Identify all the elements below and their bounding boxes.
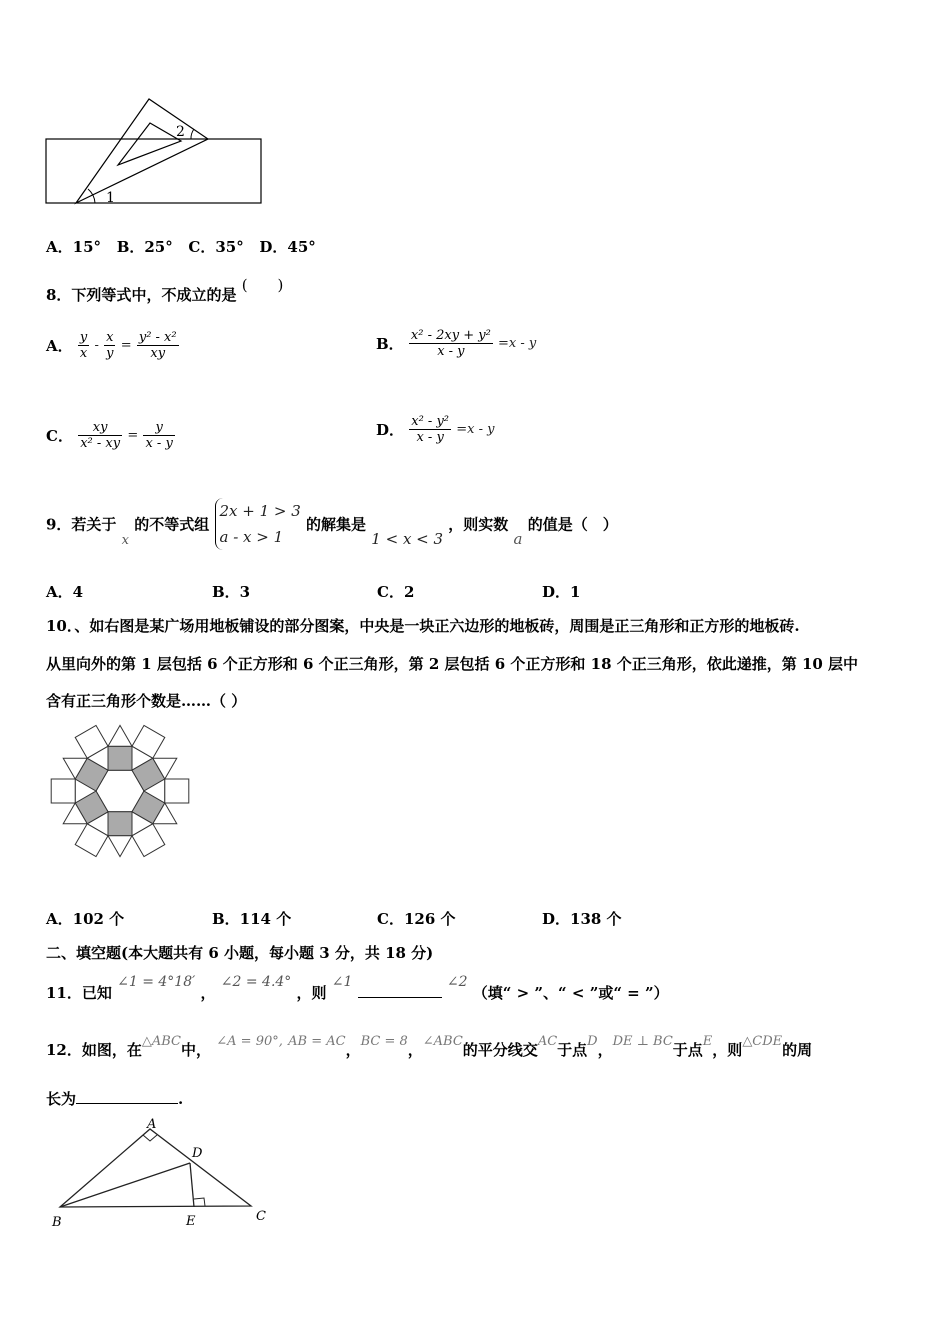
frac-c-rhs: $\frac{y}{x - y}$: [145, 420, 173, 451]
q12-answer-blank[interactable]: [76, 1089, 178, 1104]
q12-g: 于点: [672, 1041, 703, 1059]
angle-1-symbol: ∠1: [331, 974, 353, 990]
frac-rhs-a: $\frac{\text{y² - x²}}{xy}$: [138, 330, 177, 361]
angle-label-1: 1: [106, 190, 115, 206]
q9-option-b[interactable]: B．3: [212, 583, 251, 601]
q11-stem: 11．已知: [46, 984, 112, 1002]
q7-option-a[interactable]: A．15°: [46, 238, 102, 256]
fig-label-c: C: [256, 1209, 266, 1224]
q12-sep-1: ，: [345, 1041, 361, 1059]
ab-eq-ac: AB = AC: [288, 1034, 346, 1049]
q10-option-a[interactable]: A．102 个: [46, 910, 125, 928]
q8-option-a[interactable]: [46, 330, 179, 361]
frac-x-over-y: $\frac{x}{y}$: [106, 330, 114, 361]
q12-e: 于点: [557, 1041, 588, 1059]
q9-stem-b: 的不等式组: [134, 515, 210, 534]
solution-set: 1 < x < 3: [371, 530, 444, 548]
q10-option-b[interactable]: B．114 个: [212, 910, 292, 928]
angle-2-symbol: ∠2: [446, 974, 468, 990]
triangle-abc: △ABC: [141, 1034, 182, 1049]
q9-stem-a: 9．若关于: [46, 515, 117, 534]
q7-option-d[interactable]: D．45°: [259, 238, 316, 256]
minus-sign: -: [94, 338, 99, 353]
q12-end: .: [178, 1090, 184, 1108]
q11-then: ，则: [296, 984, 327, 1002]
fig-label-d: D: [192, 1146, 203, 1161]
q12-h: ，则: [712, 1041, 743, 1059]
angle-label-2: 2: [176, 124, 185, 140]
rhs-b: =x - y: [498, 336, 537, 351]
ruler-triangle-figure: [40, 92, 270, 212]
triangle-abc-figure: [46, 1112, 276, 1237]
triangle-tile: [108, 725, 132, 746]
q9-stem-e: 的值是（ ）: [527, 515, 618, 534]
frac-d: $\frac{\text{x² - y²}}{x - y}$: [411, 414, 450, 445]
q12-sep-2: ，: [407, 1041, 423, 1059]
q9-stem: [46, 498, 618, 550]
q12-line-2: [46, 1088, 183, 1109]
inequality-2: a - x > 1: [219, 528, 284, 546]
q8-option-b[interactable]: [376, 328, 536, 359]
var-x: x: [121, 533, 130, 548]
q7-option-c[interactable]: C．35°: [188, 238, 244, 256]
q8-option-d[interactable]: [376, 414, 494, 445]
q7-options: [46, 236, 316, 257]
frac-b: $\frac{\text{x² - 2xy + y²}}{x - y}$: [410, 328, 491, 359]
q12-line-2-text: 长为: [46, 1090, 77, 1108]
rhs-d: =x - y: [456, 422, 495, 437]
q8-option-b-label: B．: [376, 335, 404, 353]
fig-label-e: E: [186, 1214, 196, 1229]
de-perp-bc: DE ⊥ BC: [612, 1034, 673, 1049]
square-tile-inner: [108, 746, 132, 770]
q12-i: 的周: [782, 1041, 813, 1059]
equals-sign-c: =: [127, 428, 139, 443]
point-e: E: [702, 1034, 713, 1049]
triangle-tile: [108, 836, 132, 857]
q10-option-d[interactable]: D．138 个: [542, 910, 622, 928]
q12-line-1: [46, 1034, 812, 1060]
inequality-1: 2x + 1 > 3: [219, 502, 301, 520]
q9-option-d[interactable]: D．1: [542, 583, 581, 601]
q10-line-3: 含有正三角形个数是……（ ）: [46, 692, 247, 710]
angle-1-value: ∠1 = 4°18′: [117, 974, 196, 990]
q12-f: ，: [597, 1041, 613, 1059]
point-d: D: [587, 1034, 598, 1049]
q8-stem-text: 8．下列等式中，不成立的是: [46, 286, 237, 304]
q9-option-c[interactable]: C．2: [377, 583, 415, 601]
square-tile-inner: [108, 812, 132, 836]
q8-option-d-label: D．: [376, 421, 405, 439]
angle-a-90: ∠A = 90°,: [216, 1034, 283, 1049]
section-2-title: 二、填空题(本大题共有 6 小题，每小题 3 分，共 18 分): [46, 944, 434, 962]
q9-stem-d: ，则实数: [448, 515, 509, 534]
q8-paren: ( ): [241, 276, 284, 294]
angle-2-value: ∠2 = 4.4°: [220, 974, 292, 990]
q11-answer-blank[interactable]: [358, 983, 442, 998]
q11-line: [46, 974, 669, 1003]
square-tile-outer: [165, 779, 189, 803]
q8-stem: [46, 276, 284, 305]
tiling-pattern-figure: [44, 718, 196, 864]
q12-a: 12．如图，在: [46, 1041, 142, 1059]
q11-fill-hint: （填“ > ”、“ < ”或“ = ”）: [472, 984, 669, 1002]
q12-b: 中，: [181, 1041, 212, 1059]
q8-option-a-label: A．: [46, 337, 73, 355]
q10-line-2: 从里向外的第 1 层包括 6 个正方形和 6 个正三角形，第 2 层包括 6 个正方形和 18 个正三角形，依此递推，第 10 层中: [46, 655, 859, 673]
angle-abc: ∠ABC: [422, 1034, 463, 1049]
fig-label-b: B: [52, 1215, 62, 1230]
triangle-cde: △CDE: [742, 1034, 783, 1049]
q9-stem-c: 的解集是: [306, 515, 367, 534]
q8-option-c-label: C．: [46, 427, 73, 445]
q7-option-b[interactable]: B．25°: [116, 238, 173, 256]
q10-option-c[interactable]: C．126 个: [377, 910, 456, 928]
bc-eq-8: BC = 8: [360, 1034, 408, 1049]
var-a: a: [513, 530, 523, 548]
square-tile-outer: [51, 779, 75, 803]
segment-ac: AC: [537, 1034, 558, 1049]
q10-line-1: 10．、如右图是某广场用地板铺设的部分图案，中央是一块正六边形的地板砖，周围是正三角形和正方形的地板砖.: [46, 617, 800, 635]
equals-sign: =: [120, 338, 132, 353]
inequality-system: [215, 498, 301, 550]
q11-comma: ，: [200, 984, 216, 1002]
frac-c-lhs: $\frac{xy}{\text{x² - xy}}$: [80, 420, 121, 451]
frac-y-over-x: $\frac{y}{x}$: [79, 330, 88, 361]
q9-option-a[interactable]: A．4: [46, 583, 84, 601]
q8-option-c[interactable]: [46, 420, 175, 451]
q12-d: 的平分线交: [462, 1041, 538, 1059]
fig-label-a: A: [147, 1117, 157, 1132]
